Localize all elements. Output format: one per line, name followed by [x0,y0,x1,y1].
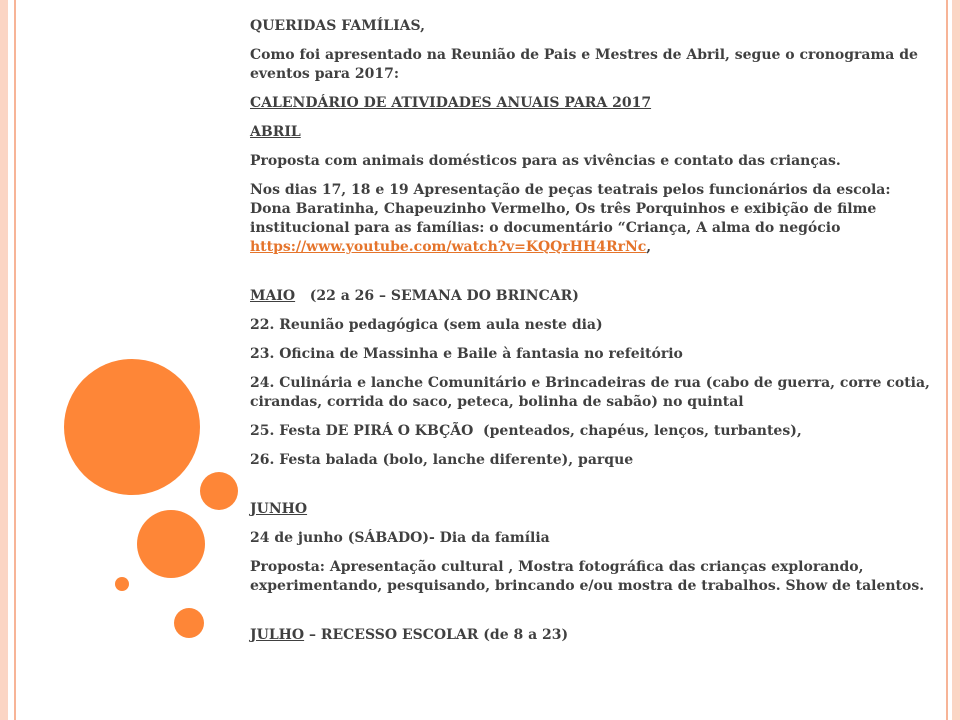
maio-item: 22. Reunião pedagógica (sem aula neste dia) [250,317,603,333]
maio-item: 24. Culinária e lanche Comunitário e Brincadeiras de rua (cabo de guerra, corre cotia, cirandas, corrida do saco, peteca, bolinha de sabão) no quintal [250,375,930,410]
julho-subtitle: – RECESSO ESCOLAR (de 8 a 23) [304,627,569,643]
decorative-circle-large [64,359,200,495]
decorative-circle-tiny [115,577,129,591]
youtube-link[interactable]: https://www.youtube.com/watch?v=KQQrHH4RrNc [250,239,647,255]
maio-item: 23. Oficina de Massinha e Baile à fantasia no refeitório [250,346,683,362]
maio-item: 25. Festa DE PIRÁ O KBÇÃO (penteados, chapéus, lenços, turbantes), [250,423,802,439]
slide-content [250,17,930,655]
julho-title-line [250,626,930,645]
right-border-stripe [952,0,960,720]
abril-events [250,181,930,257]
abril-proposal: Proposta com animais domésticos para as vivências e contato das crianças. [250,153,841,169]
left-border-line [14,0,16,720]
maio-item: 26. Festa balada (bolo, lanche diferente), parque [250,452,634,468]
abril-event-text: Nos dias 17, 18 e 19 Apresentação de peças teatrais pelos funcionários da escola: Dona Baratinha, Chapeuzinho Vermelho, Os três Porquinhos e exibição de filme institucional para as famílias: o documentário “Criança, A alma do negócio [250,182,891,236]
left-border-stripe [0,0,8,720]
decorative-circle-medium-top [200,472,238,510]
abril-link-suffix: , [646,239,652,255]
abril-heading: ABRIL [250,124,301,140]
right-border-line [946,0,948,720]
junho-heading: JUNHO [250,501,308,517]
julho-heading: JULHO [250,627,305,643]
decorative-circle-medium [137,510,205,578]
maio-heading: MAIO [250,288,296,304]
calendar-title: CALENDÁRIO DE ATIVIDADES ANUAIS PARA 2017 [250,95,652,111]
junho-proposal: Proposta: Apresentação cultural , Mostra fotográfica das crianças explorando, experimentando, pesquisando, brincando e/ou mostra de trabalhos. Show de talentos. [250,559,925,594]
intro-paragraph: Como foi apresentado na Reunião de Pais e Mestres de Abril, segue o cronograma de eventos para 2017: [250,47,918,82]
greeting: QUERIDAS FAMÍLIAS, [250,18,426,34]
maio-title-line [250,287,930,306]
maio-subtitle: (22 a 26 – SEMANA DO BRINCAR) [295,288,579,304]
junho-date: 24 de junho (SÁBADO)- Dia da família [250,530,550,546]
decorative-circle-small [174,608,204,638]
